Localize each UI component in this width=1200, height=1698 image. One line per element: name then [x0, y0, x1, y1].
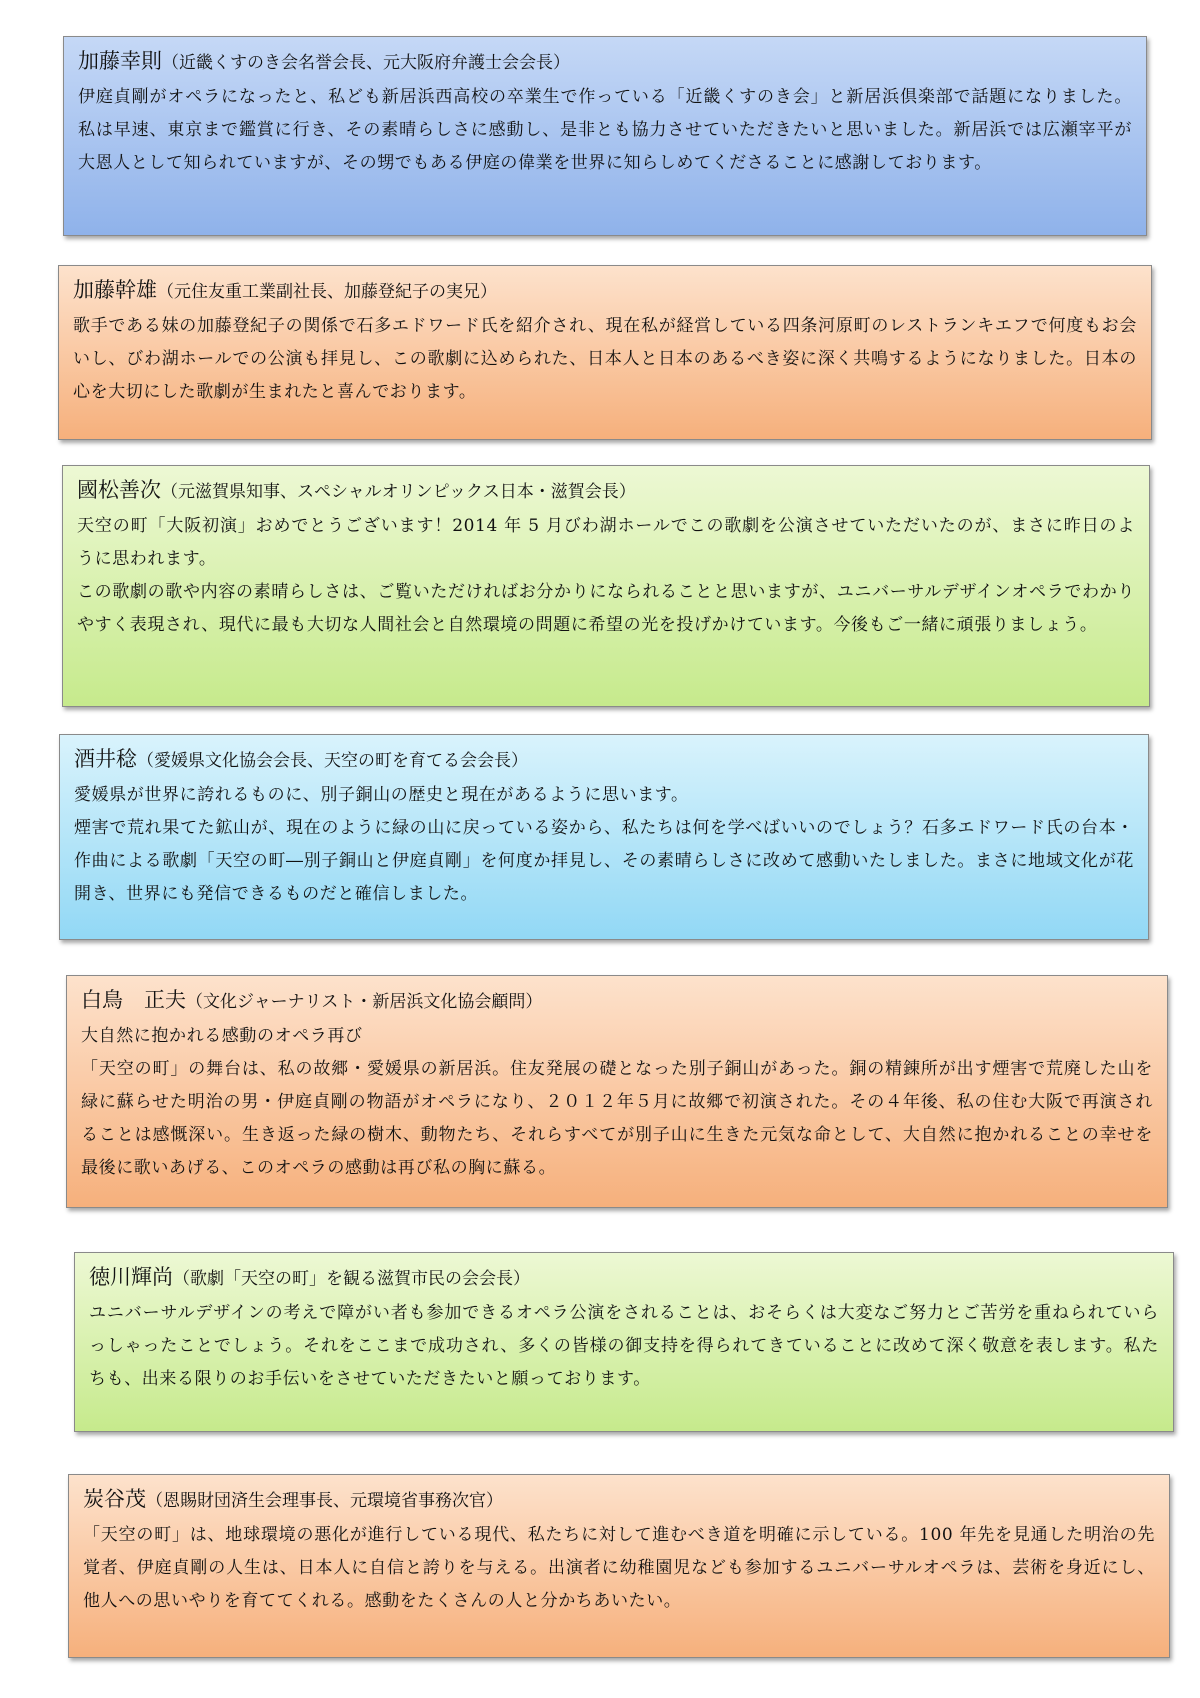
- message-paragraph: 「天空の町」は、地球環境の悪化が進行している現代、私たちに対して進むべき道を明確に示している。100 年先を見通した明治の先覚者、伊庭貞剛の人生は、日本人に自信と誇りを与える。出演者に幼稚園児なども参加するユニバーサルオペラは、芸術を身近にし、他人への思いやりを育ててくれる。感動をたくさんの人と分かちあいたい。: [83, 1525, 1155, 1611]
- author-role: （元住友重工業副社長、加藤登紀子の実兄）: [157, 282, 497, 302]
- message-box-kunimatsu-yoshitsugu: [62, 465, 1150, 707]
- message-box-kato-mikio: [58, 265, 1152, 440]
- message-paragraph: 煙害で荒れ果てた鉱山が、現在のように緑の山に戻っている姿から、私たちは何を学べばいいのでしょう？石多エドワード氏の台本・作曲による歌劇「天空の町―別子銅山と伊庭貞剛」を何度か拝見し、その素晴らしさに改めて感動いたしました。まさに地域文化が花開き、世界にも発信できるものだと確信しました。: [74, 818, 1134, 904]
- message-paragraph: 愛媛県が世界に誇れるものに、別子銅山の歴史と現在があるように思います。: [74, 785, 689, 805]
- author-name: 炭谷茂: [83, 1487, 146, 1511]
- message-paragraph: 天空の町「大阪初演」おめでとうございます！2014 年 5 月びわ湖ホールでこの歌劇を公演させていただいたのが、まさに昨日のように思われます。: [77, 516, 1135, 569]
- message-header: [78, 47, 1132, 77]
- message-box-sakai-minoru: [59, 734, 1149, 940]
- message-box-sumitani-shigeru: [68, 1474, 1170, 1658]
- message-subtitle: 大自然に抱かれる感動のオペラ再び: [81, 1026, 363, 1046]
- message-header: [77, 476, 1135, 506]
- author-role: （愛媛県文化協会会長、天空の町を育てる会会長）: [137, 751, 528, 771]
- author-role: （恩賜財団済生会理事長、元環境省事務次官）: [146, 1491, 503, 1511]
- author-name: 加藤幹雄: [73, 278, 157, 302]
- message-box-kato-yukinori: [63, 36, 1147, 236]
- message-paragraph: この歌劇の歌や内容の素晴らしさは、ご覧いただければお分かりになられることと思いますが、ユニバーサルデザインオペラでわかりやすく表現され、現代に最も大切な人間社会と自然環境の問題に希望の光を投げかけています。今後もご一緒に頑張りましょう。: [77, 582, 1135, 635]
- author-role: （近畿くすのき会名誉会長、元大阪府弁護士会会長）: [162, 53, 570, 73]
- message-paragraph: 「天空の町」の舞台は、私の故郷・愛媛県の新居浜。住友発展の礎となった別子銅山があった。銅の精錬所が出す煙害で荒廃した山を緑に蘇らせた明治の男・伊庭貞剛の物語がオペラになり、２０１２年５月に故郷で初演された。その４年後、私の住む大阪で再演されることは感慨深い。生き返った緑の樹木、動物たち、それらすべてが別子山に生きた元気な命として、大自然に抱かれることの幸せを最後に歌いあげる、このオペラの感動は再び私の胸に蘇る。: [81, 1059, 1153, 1178]
- message-header: [81, 986, 1153, 1016]
- author-name: 國松善次: [77, 478, 161, 502]
- author-name: 加藤幸則: [78, 49, 162, 73]
- message-paragraph: 伊庭貞剛がオペラになったと、私ども新居浜西高校の卒業生で作っている「近畿くすのき会」と新居浜倶楽部で話題になりました。私は早速、東京まで鑑賞に行き、その素晴らしさに感動し、是非とも協力させていただきたいと思いました。新居浜では広瀬宰平が大恩人として知られていますが、その甥でもある伊庭の偉業を世界に知らしめてくださることに感謝しております。: [78, 87, 1132, 173]
- message-header: [74, 745, 1134, 775]
- author-name: 徳川輝尚: [89, 1265, 173, 1289]
- message-paragraph: ユニバーサルデザインの考えで障がい者も参加できるオペラ公演をされることは、おそらくは大変なご努力とご苦労を重ねられていらっしゃったことでしょう。それをここまで成功され、多くの皆様の御支持を得られてきていることに改めて深く敬意を表します。私たちも、出来る限りのお手伝いをさせていただきたいと願っております。: [89, 1303, 1159, 1389]
- author-role: （文化ジャーナリスト・新居浜文化協会顧問）: [186, 992, 543, 1012]
- message-header: [89, 1263, 1159, 1293]
- author-role: （元滋賀県知事、スペシャルオリンピックス日本・滋賀会長）: [161, 482, 636, 502]
- message-box-shiratori-masao: [66, 975, 1168, 1208]
- author-role: （歌劇「天空の町」を観る滋賀市民の会会長）: [173, 1269, 530, 1289]
- message-header: [83, 1485, 1155, 1515]
- author-name: 白鳥 正夫: [81, 988, 186, 1012]
- message-header: [73, 276, 1137, 306]
- author-name: 酒井稔: [74, 747, 137, 771]
- message-paragraph: 歌手である妹の加藤登紀子の関係で石多エドワード氏を紹介され、現在私が経営している四条河原町のレストランキエフで何度もお会いし、びわ湖ホールでの公演も拝見し、この歌劇に込められた、日本人と日本のあるべき姿に深く共鳴するようになりました。日本の心を大切にした歌劇が生まれたと喜んでおります。: [73, 316, 1137, 402]
- message-box-tokugawa-terunao: [74, 1252, 1174, 1432]
